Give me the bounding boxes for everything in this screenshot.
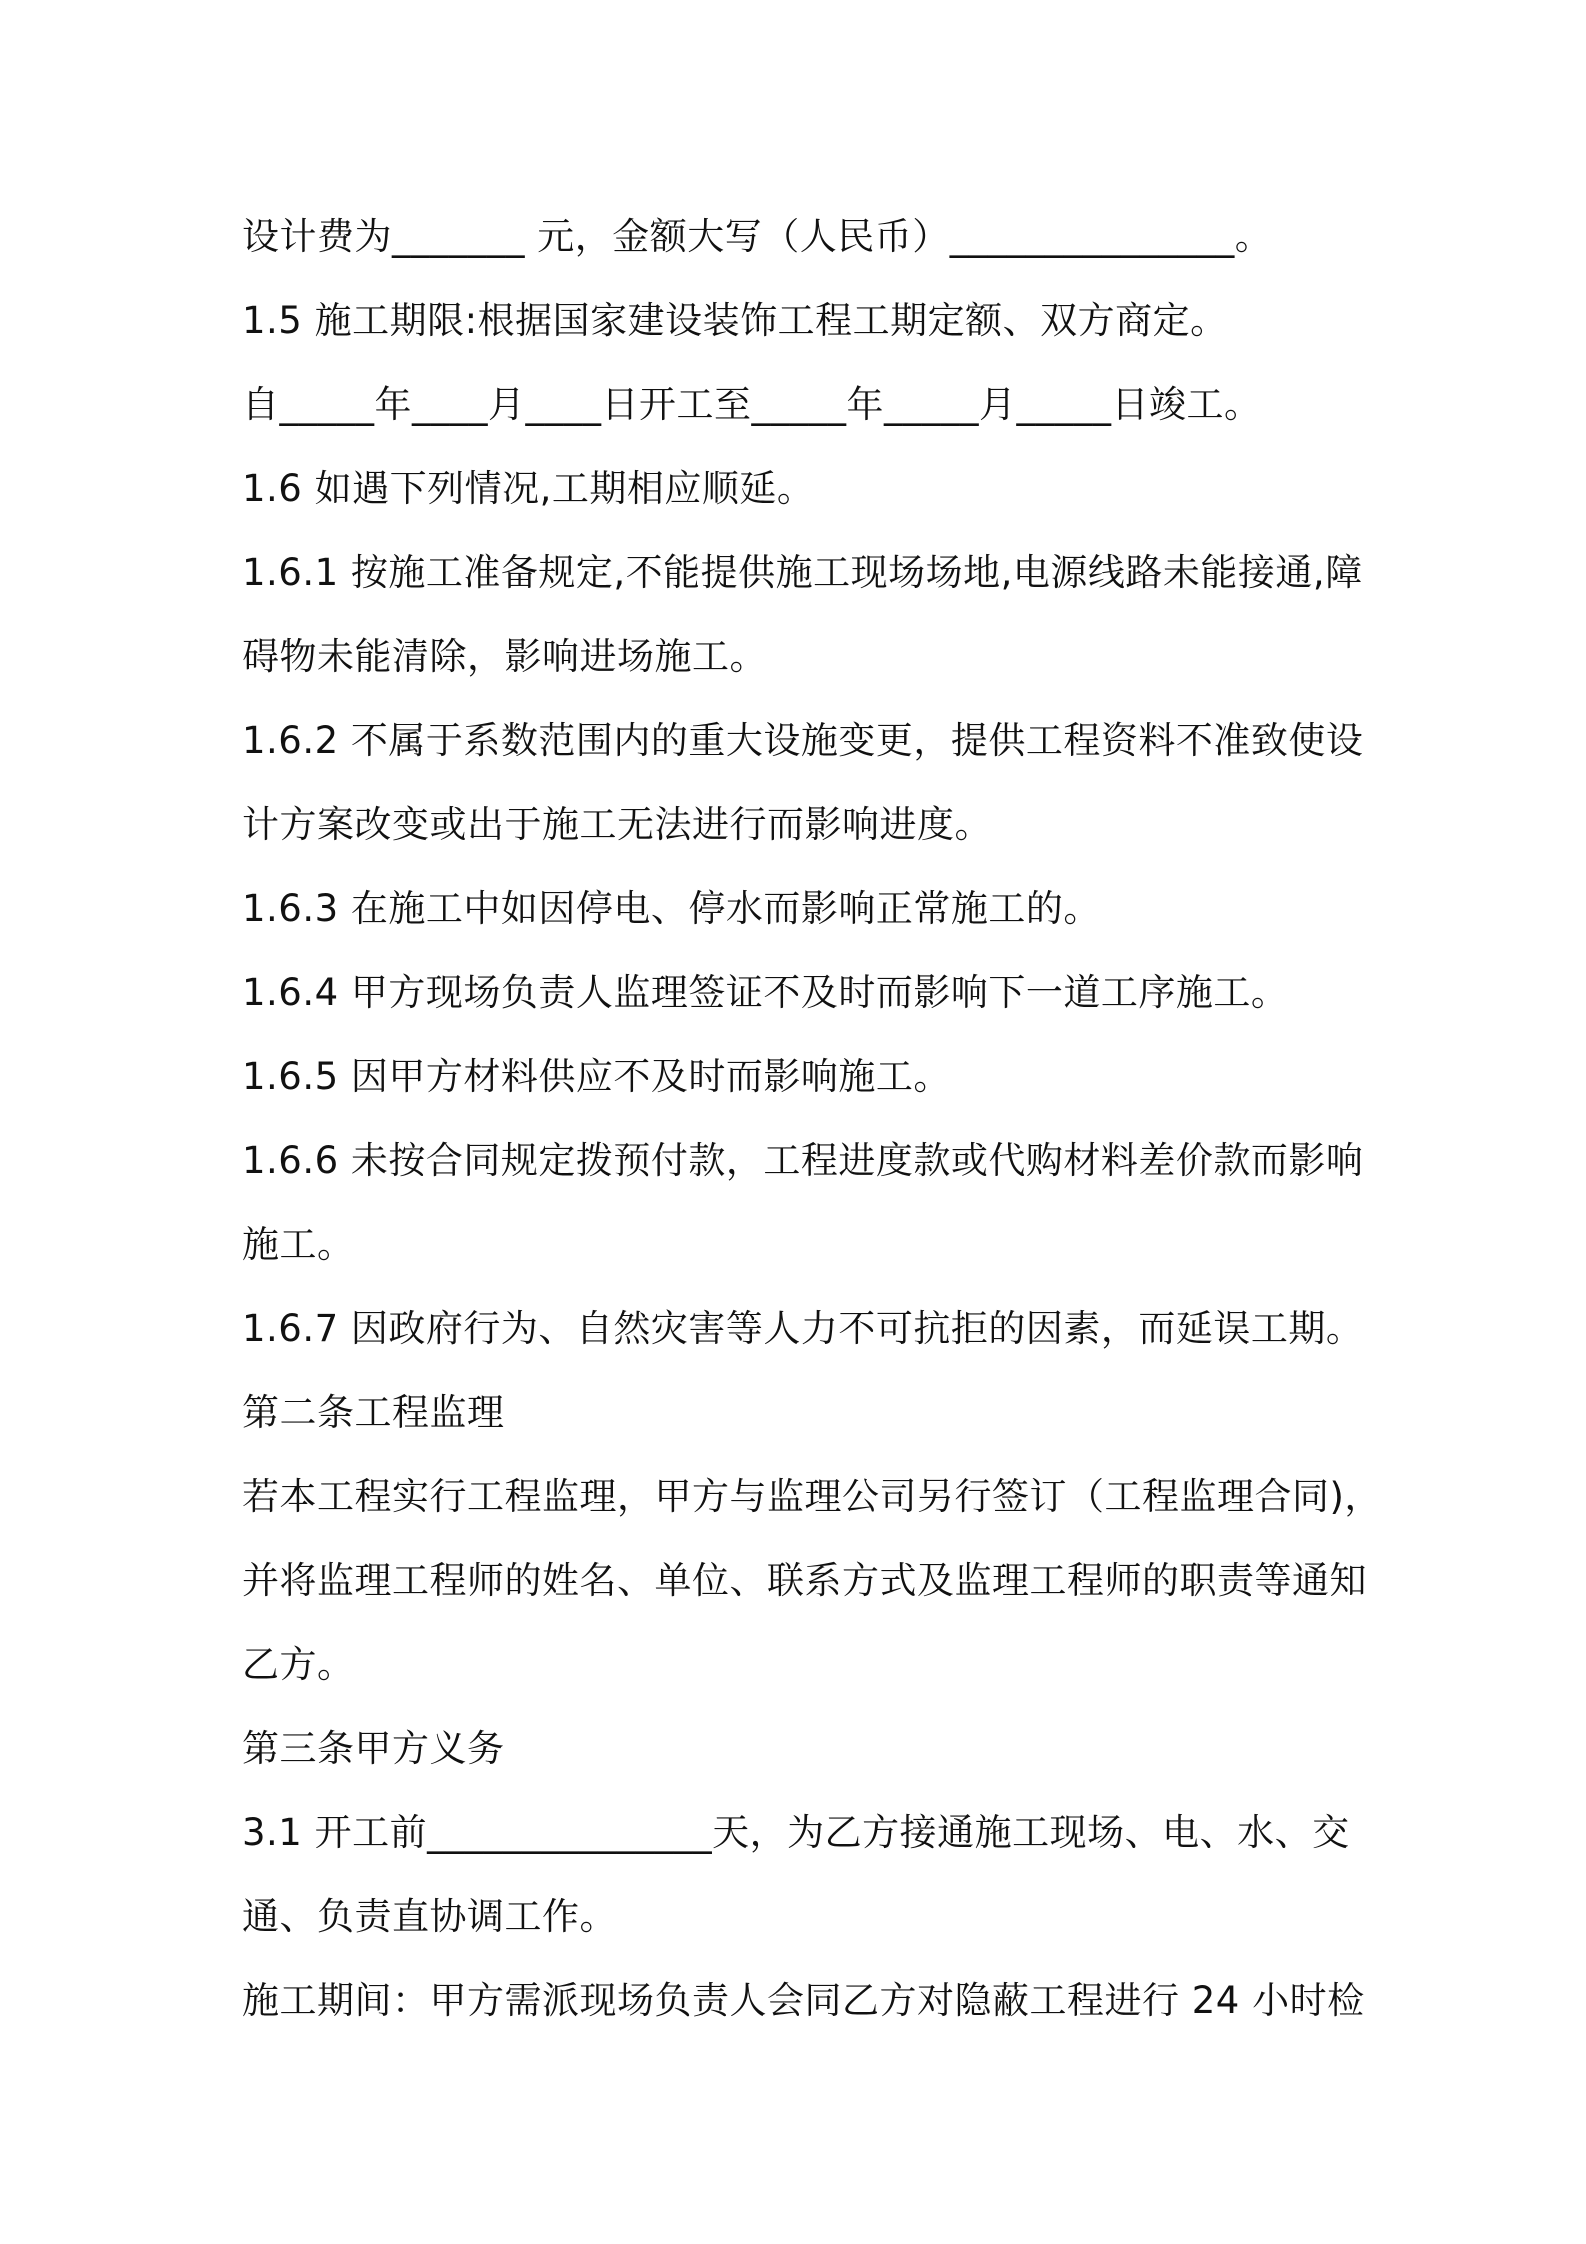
text-line-supervision-end: 乙方。 xyxy=(242,1643,355,1686)
document-body xyxy=(242,195,1382,2043)
text-line-1-6-2: 1.6.2 不属于系数范围内的重大设施变更，提供工程资料不准致使设 xyxy=(242,719,1364,762)
text-line-supervision: 若本工程实行工程监理，甲方与监理公司另行签订（工程监理合同)， xyxy=(242,1475,1382,1518)
text-line-1-5: 1.5 施工期限:根据国家建设装饰工程工期定额、双方商定。 xyxy=(242,299,1228,342)
text-line-1-6-1: 1.6.1 按施工准备规定,不能提供施工现场场地,电源线路未能接通,障 xyxy=(242,551,1363,594)
text-line-construction-period: 施工期间：甲方需派现场负责人会同乙方对隐蔽工程进行 24 小时检 xyxy=(242,1979,1365,2022)
text-line-3-1: 3.1 开工前_______________天，为乙方接通施工现场、电、水、交 xyxy=(242,1811,1350,1854)
text-line-1-6: 1.6 如遇下列情况,工期相应顺延。 xyxy=(242,467,815,510)
text-line-1-6-3: 1.6.3 在施工中如因停电、停水而影响正常施工的。 xyxy=(242,887,1101,930)
text-line-1-6-7: 1.6.7 因政府行为、自然灾害等人力不可抗拒的因素，而延误工期。 xyxy=(242,1307,1364,1350)
text-line-1-6-5: 1.6.5 因甲方材料供应不及时而影响施工。 xyxy=(242,1055,951,1098)
text-line-1-6-2-cont: 计方案改变或出于施工无法进行而影响进度。 xyxy=(242,803,992,846)
text-line-3-1-cont: 通、负责直协调工作。 xyxy=(242,1895,617,1938)
text-line-1-6-4: 1.6.4 甲方现场负责人监理签证不及时而影响下一道工序施工。 xyxy=(242,971,1289,1014)
text-line-dates: 自_____年____月____日开工至_____年_____月_____日竣工。 xyxy=(242,383,1262,426)
text-line-1-6-1-cont: 碍物未能清除，影响进场施工。 xyxy=(242,635,767,678)
section-heading-article-3: 第三条甲方义务 xyxy=(242,1727,505,1770)
text-line-design-fee: 设计费为_______ 元，金额大写（人民币）_______________。 xyxy=(242,215,1273,258)
section-heading-article-2: 第二条工程监理 xyxy=(242,1391,505,1434)
text-line-supervision-cont: 并将监理工程师的姓名、单位、联系方式及监理工程师的职责等通知 xyxy=(242,1559,1367,1602)
text-line-1-6-6: 1.6.6 未按合同规定拨预付款，工程进度款或代购材料差价款而影响 xyxy=(242,1139,1364,1182)
text-line-1-6-6-cont: 施工。 xyxy=(242,1223,355,1266)
